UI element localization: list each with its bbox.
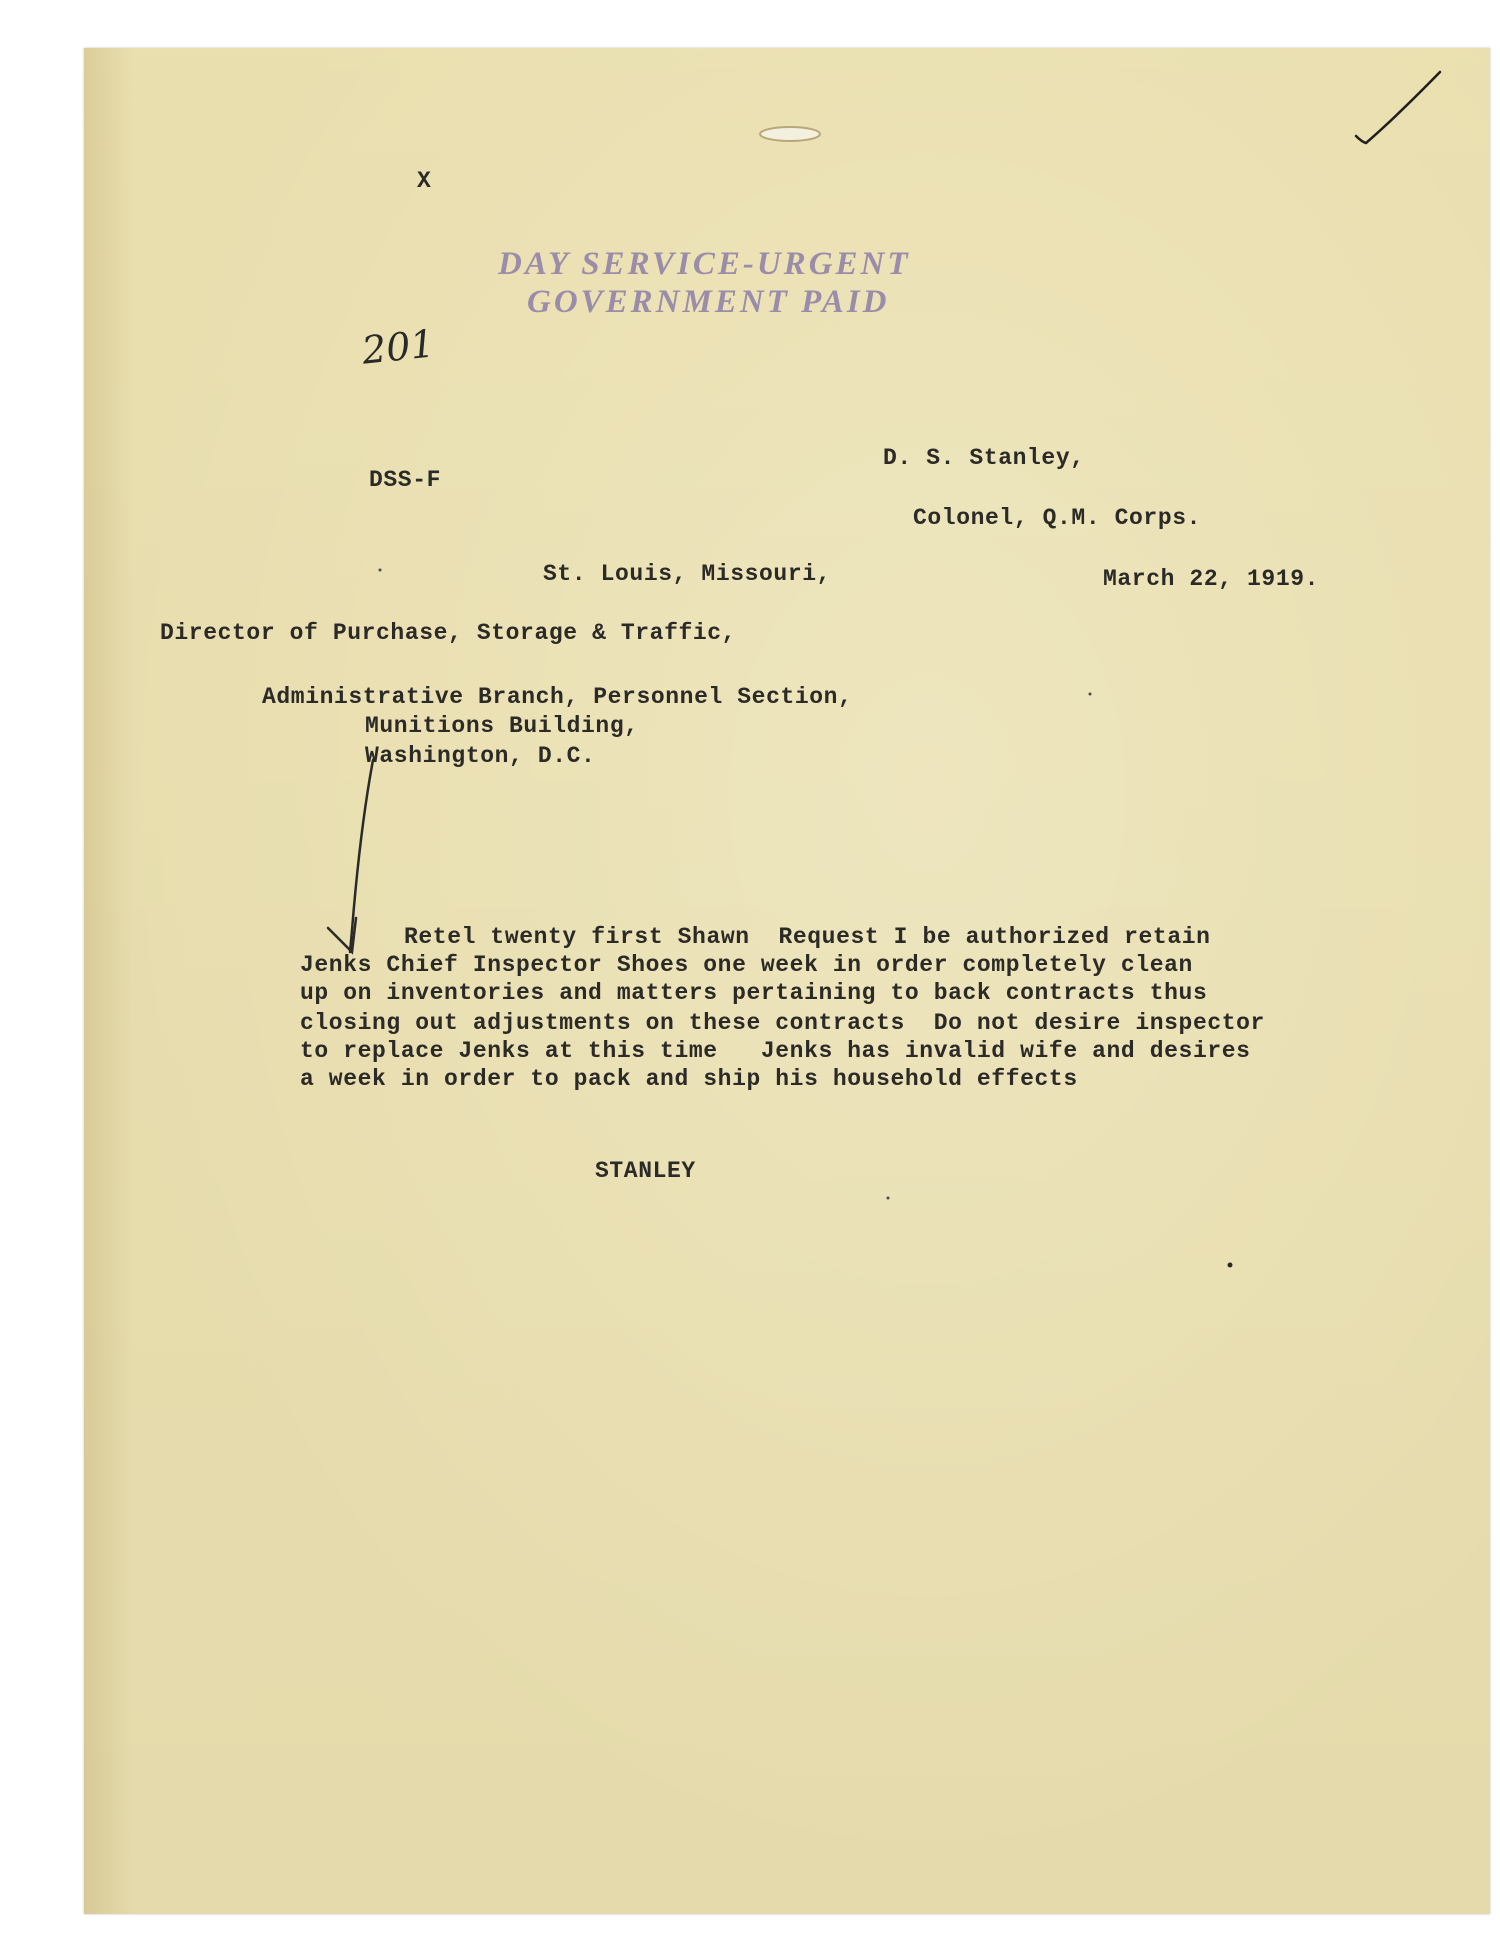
- body-line: to replace Jenks at this time Jenks has invalid wife and desires: [300, 1038, 1251, 1064]
- reference-code: DSS-F: [369, 467, 442, 493]
- recipient-line-3: Munitions Building,: [365, 713, 639, 739]
- body-line: Jenks Chief Inspector Shoes one week in order completely clean: [300, 952, 1193, 978]
- mark-x: X: [417, 168, 432, 194]
- stamp-line-2: GOVERNMENT PAID: [527, 284, 890, 320]
- recipient-line-1: Director of Purchase, Storage & Traffic,: [160, 620, 737, 646]
- recipient-line-4: Washington, D.C.: [365, 743, 596, 769]
- message-body: [300, 926, 1310, 1096]
- date: March 22, 1919.: [1103, 566, 1320, 592]
- recipient-line-2: Administrative Branch, Personnel Section,: [262, 684, 853, 710]
- body-line: a week in order to pack and ship his household effects: [300, 1066, 1078, 1092]
- paper-edge-shadow: [84, 48, 134, 1914]
- signature: STANLEY: [595, 1158, 696, 1184]
- handwritten-number: 201: [359, 321, 437, 373]
- body-line: Retel twenty first Shawn Request I be authorized retain: [404, 924, 1211, 950]
- sender-rank: Colonel, Q.M. Corps.: [913, 505, 1202, 531]
- body-line: closing out adjustments on these contracts Do not desire inspector: [300, 1010, 1265, 1036]
- place: St. Louis, Missouri,: [543, 561, 832, 587]
- body-line: up on inventories and matters pertaining to back contracts thus: [300, 980, 1208, 1006]
- sender-name: D. S. Stanley,: [883, 445, 1085, 471]
- stamp-line-1: DAY SERVICE-URGENT: [498, 246, 911, 282]
